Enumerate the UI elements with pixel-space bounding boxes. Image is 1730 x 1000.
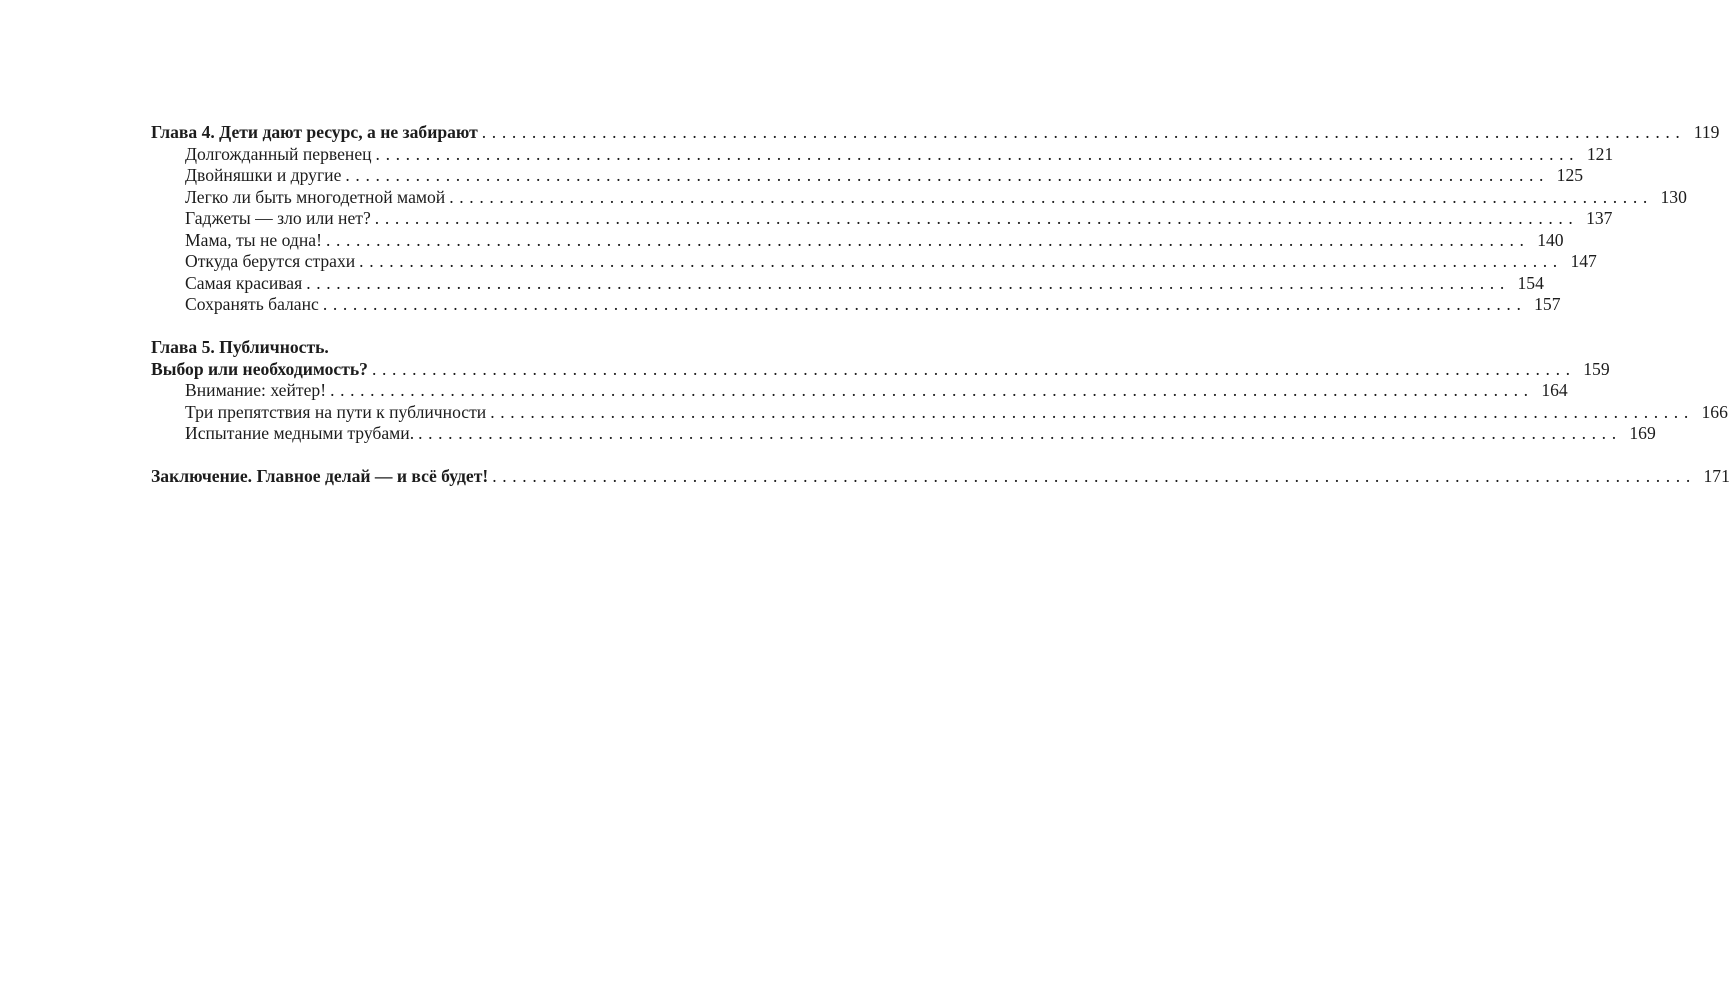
- dot-leader: ........................................................................................................................: [492, 466, 1696, 486]
- toc-entry-page: 130: [1660, 186, 1687, 207]
- toc-entry-section[interactable]: [151, 380, 1568, 402]
- toc-entry-title: Гаджеты — зло или нет?: [185, 208, 371, 228]
- toc-entry-title: Мама, ты не одна!: [185, 229, 322, 250]
- dot-leader: ........................................................................................................................: [371, 358, 1576, 379]
- spacer: [151, 445, 703, 467]
- toc-entry-section[interactable]: [151, 401, 1728, 424]
- toc-entry-page: 154: [1517, 272, 1544, 293]
- toc-entry-title: Испытание медными трубами.: [185, 423, 415, 443]
- toc-entry-section[interactable]: [151, 423, 1656, 445]
- dot-leader: ........................................................................................................................: [374, 208, 1579, 228]
- dot-leader: ........................................................................................................................: [359, 251, 1563, 271]
- toc-entry-title: Внимание: хейтер!: [185, 380, 327, 400]
- toc-entry-section[interactable]: [151, 186, 1687, 209]
- toc-entry-title: Долгожданный первенец: [185, 143, 372, 164]
- toc-entry-page: 119: [1693, 122, 1720, 142]
- toc-entry-page: 169: [1629, 423, 1656, 443]
- dot-leader: ........................................................................................................................: [418, 423, 1622, 443]
- toc-entry-section[interactable]: [151, 165, 1584, 187]
- toc-entry-title: Глава 4. Дети дают ресурс, а не забирают: [151, 122, 478, 142]
- toc-entry-title: Легко ли быть многодетной мамой: [185, 186, 446, 207]
- dot-leader: ........................................................................................................................: [345, 165, 1550, 185]
- dot-leader: ........................................................................................................................: [306, 272, 1510, 293]
- toc-entry-page: 164: [1541, 380, 1568, 400]
- toc-entry-section[interactable]: [151, 272, 1544, 295]
- toc-entry-page: 171: [1703, 466, 1730, 486]
- toc-chapter-5-heading: Глава 5. Публичность.: [151, 337, 329, 357]
- toc-entry-section[interactable]: [151, 294, 1561, 316]
- dot-leader: ........................................................................................................................: [325, 229, 1530, 250]
- toc-entry-page: 137: [1586, 208, 1613, 228]
- toc-entry-title: Выбор или необходимость?: [151, 358, 368, 379]
- spacer: [151, 316, 703, 338]
- toc-entry-section[interactable]: [151, 208, 1613, 230]
- toc-entry-title: Двойняшки и другие: [185, 165, 342, 185]
- dot-leader: ........................................................................................................................: [375, 143, 1580, 164]
- toc-entry-page: 147: [1570, 251, 1597, 271]
- toc-entry-page: 166: [1701, 401, 1728, 422]
- toc-entry-page: 159: [1583, 358, 1610, 379]
- toc-entry-chapter-4[interactable]: [151, 122, 1720, 144]
- toc-entry-title: Откуда берутся страхи: [185, 251, 356, 271]
- dot-leader: ........................................................................................................................: [322, 294, 1527, 314]
- dot-leader: ........................................................................................................................: [330, 380, 1534, 400]
- toc-entry-page: 121: [1586, 143, 1614, 164]
- toc-entry-page: 157: [1534, 294, 1561, 314]
- dot-leader: ........................................................................................................................: [481, 122, 1686, 142]
- toc-entry-section[interactable]: [151, 229, 1564, 252]
- toc-entry-page: 140: [1537, 229, 1564, 250]
- table-of-contents: [151, 122, 1730, 488]
- dot-leader: ........................................................................................................................: [490, 401, 1694, 422]
- toc-entry-page: 125: [1556, 165, 1584, 185]
- toc-entry-section[interactable]: [151, 143, 1614, 166]
- toc-entry-title: Сохранять баланс: [185, 294, 319, 314]
- dot-leader: ........................................................................................................................: [449, 186, 1653, 207]
- toc-entry-title: Три препятствия на пути к публичности: [185, 401, 487, 422]
- toc-entry-title: Самая красивая: [185, 272, 303, 293]
- toc-entry-section[interactable]: [151, 251, 1597, 273]
- toc-entry-chapter-5[interactable]: [151, 358, 1610, 381]
- toc-entry-conclusion[interactable]: [151, 466, 1730, 488]
- toc-entry-title: Заключение. Главное делай — и всё будет!: [151, 466, 489, 486]
